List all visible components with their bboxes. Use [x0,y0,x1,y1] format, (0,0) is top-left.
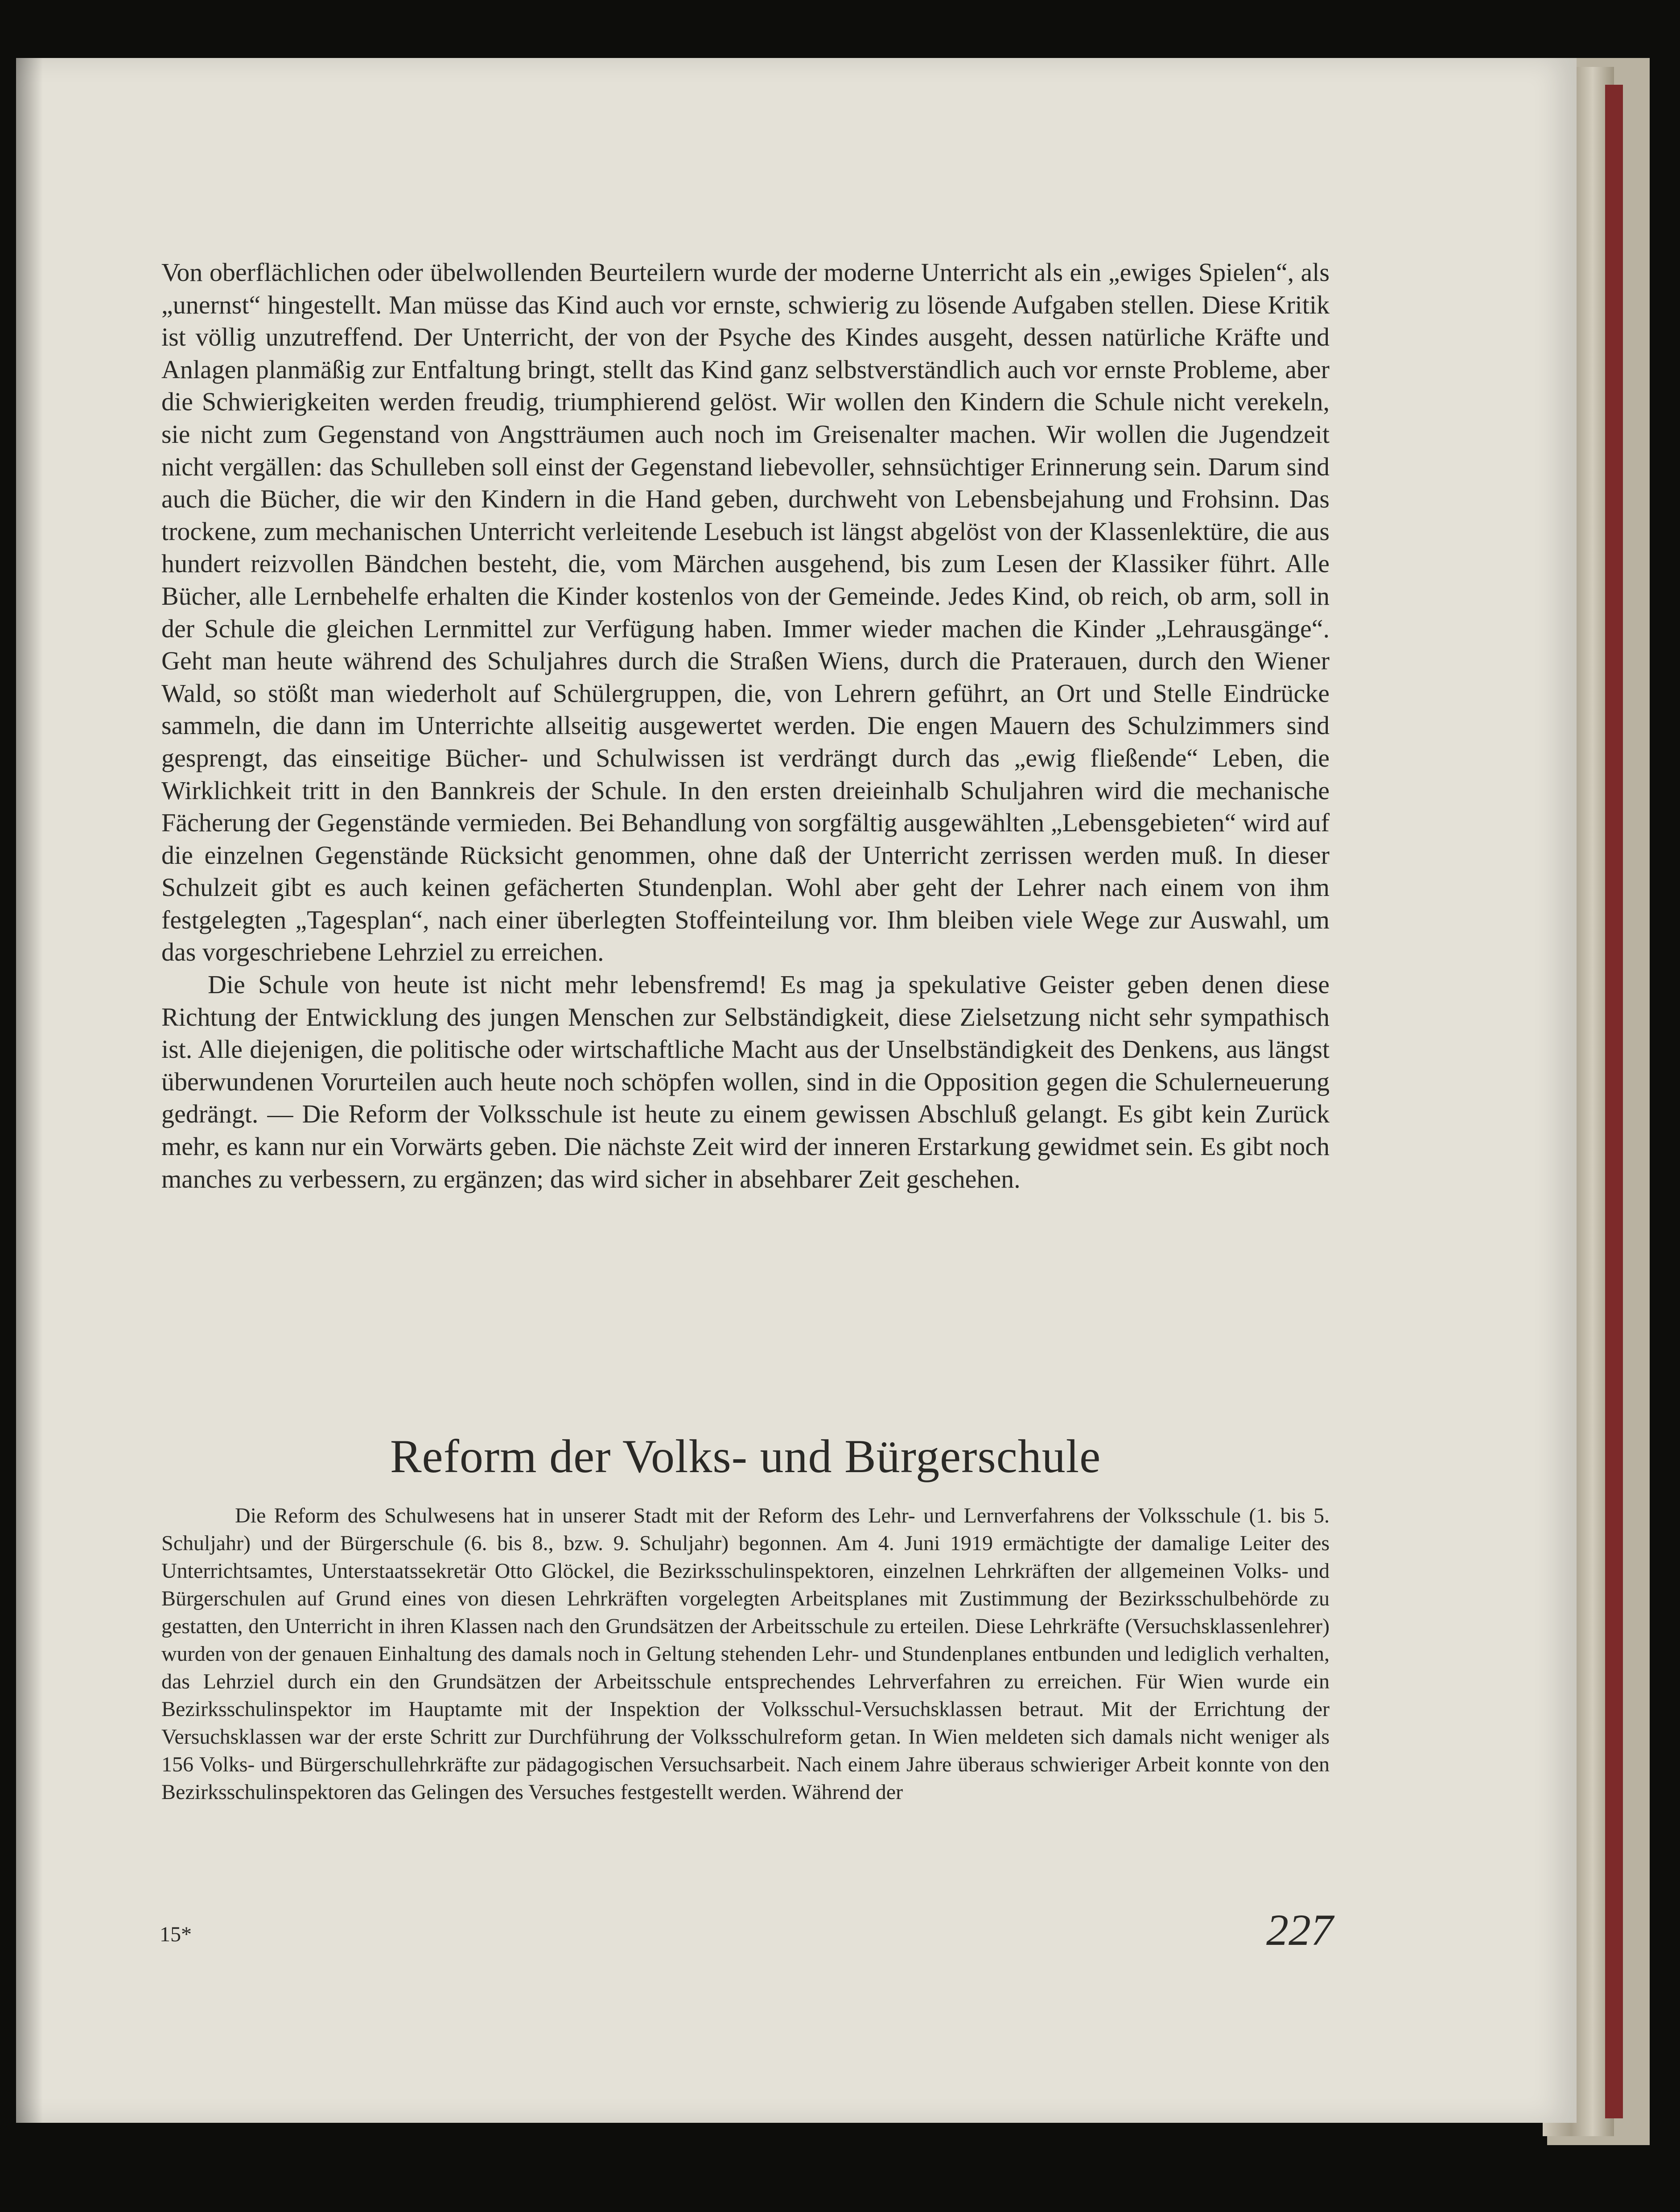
book-cover-edge [1605,85,1623,2118]
signature-mark: 15* [160,1923,192,1946]
section-paragraph: Die Reform des Schulwesens hat in unserer Stadt mit der Reform des Lehr- und Lernverfahrens der Volksschule (1. bis 5. Schuljahr) und der Bürgerschule (6. bis 8., bzw. 9. Schuljahr) begonnen. Am 4. Juni 1919 ermächtigte der damalige Leiter des Unterrichtsamtes, Unterstaatssekretär Otto Glöckel, die Bezirksschulinspektoren, einzelnen Lehrkräften der allgemeinen Volks- und Bürgerschulen auf Grund eines von diesen Lehrkräften vorgelegten Arbeitsplanes mit Zustimmung der Bezirksschulbehörde zu gestatten, den Unterricht in ihren Klassen nach den Grundsätzen der Arbeitsschule zu erteilen. Diese Lehrkräfte (Versuchsklassenlehrer) wurden von der genauen Einhaltung des damals noch in Geltung stehenden Lehr- und Stundenplanes entbunden und lediglich verhalten, das Lehrziel durch ein den Grundsätzen der Arbeitsschule entsprechendes Lehrverfahren zu erreichen. Für Wien wurde ein Bezirksschulinspektor im Hauptamte mit der Inspektion der Volksschul-Versuchsklassen betraut. Mit der Errichtung der Versuchsklassen war der erste Schritt zur Durchführung der Volksschulreform getan. In Wien meldeten sich damals nicht weniger als 156 Volks- und Bürgerschullehrkräfte zur pädagogischen Versuchsarbeit. Nach einem Jahre überaus schwieriger Arbeit konnte von den Bezirksschulinspektoren das Gelingen des Versuches festgestellt werden. Während der [161,1504,1330,1804]
section-text [161,1502,1330,1806]
paragraph-2: Die Schule von heute ist nicht mehr lebensfremd! Es mag ja spekulative Geister geben denen diese Richtung der Entwicklung des jungen Menschen zur Selbständigkeit, diese Zielsetzung nicht sehr sympathisch ist. Alle diejenigen, die politische oder wirtschaftliche Macht aus der Unselbständigkeit des Denkens, aus längst überwundenen Vorurteilen auch heute noch schöpfen wollen, sind in die Opposition gegen die Schulerneuerung gedrängt. — Die Reform der Volksschule ist heute zu einem gewissen Abschluß gelangt. Es gibt kein Zurück mehr, es kann nur ein Vorwärts geben. Die nächste Zeit wird der inneren Erstarkung gewidmet sein. Es gibt noch manches zu verbessern, zu ergänzen; das wird sicher in absehbarer Zeit geschehen. [161,970,1330,1193]
paragraph-1: Von oberflächlichen oder übelwollenden Beurteilern wurde der moderne Unterricht als ein „ewiges Spielen“, als „unernst“ hingestellt. Man müsse das Kind auch vor ernste, schwierig zu lösende Aufgaben stellen. Diese Kritik ist völlig unzutreffend. Der Unterricht, der von der Psyche des Kindes ausgeht, dessen natürliche Kräfte und Anlagen planmäßig zur Entfaltung bringt, stellt das Kind ganz selbstverständlich auch vor ernste Probleme, aber die Schwierigkeiten werden freudig, triumphierend gelöst. Wir wollen den Kindern die Schule nicht verekeln, sie nicht zum Gegenstand von Angstträumen auch noch im Greisenalter machen. Wir wollen die Jugendzeit nicht vergällen: das Schulleben soll einst der Gegenstand liebevoller, sehnsüchtiger Erinnerung sein. Darum sind auch die Bücher, die wir den Kindern in die Hand geben, durchweht von Lebensbejahung und Frohsinn. Das trockene, zum mechanischen Unterricht verleitende Lesebuch ist längst abgelöst von der Klassenlektüre, die aus hundert reizvollen Bändchen besteht, die, vom Märchen ausgehend, bis zum Lesen der Klassiker führt. Alle Bücher, alle Lernbehelfe erhalten die Kinder kostenlos von der Gemeinde. Jedes Kind, ob reich, ob arm, soll in der Schule die gleichen Lernmittel zur Verfügung haben. Immer wieder machen die Kinder „Lehrausgänge“. Geht man heute während des Schuljahres durch die Straßen Wiens, durch die Praterauen, durch den Wiener Wald, so stößt man wiederholt auf Schülergruppen, die, von Lehrern geführt, an Ort und Stelle Eindrücke sammeln, die dann im Unterrichte allseitig ausgewertet werden. Die engen Mauern des Schulzimmers sind gesprengt, das einseitige Bücher- und Schulwissen ist verdrängt durch das „ewig fließende“ Leben, die Wirklichkeit tritt in den Bannkreis der Schule. In den ersten dreieinhalb Schuljahren wird die mechanische Fächerung der Gegenstände vermieden. Bei Behandlung von sorgfältig ausgewählten „Lebensgebieten“ wird auf die einzelnen Gegenstände Rücksicht genommen, ohne daß der Unterricht zerrissen werden muß. In dieser Schulzeit gibt es auch keinen gefächerten Stundenplan. Wohl aber geht der Lehrer nach einem von ihm festgelegten „Tagesplan“, nach einer überlegten Stoffeinteilung vor. Ihm bleiben viele Wege zur Auswahl, um das vorgeschriebene Lehrziel zu erreichen. [161,258,1330,967]
page-gutter-shadow [16,58,43,2123]
section-heading: Reform der Volks- und Bürgerschule [390,1430,1101,1482]
main-text [161,256,1330,1195]
page-number: 227 [1266,1905,1333,1955]
